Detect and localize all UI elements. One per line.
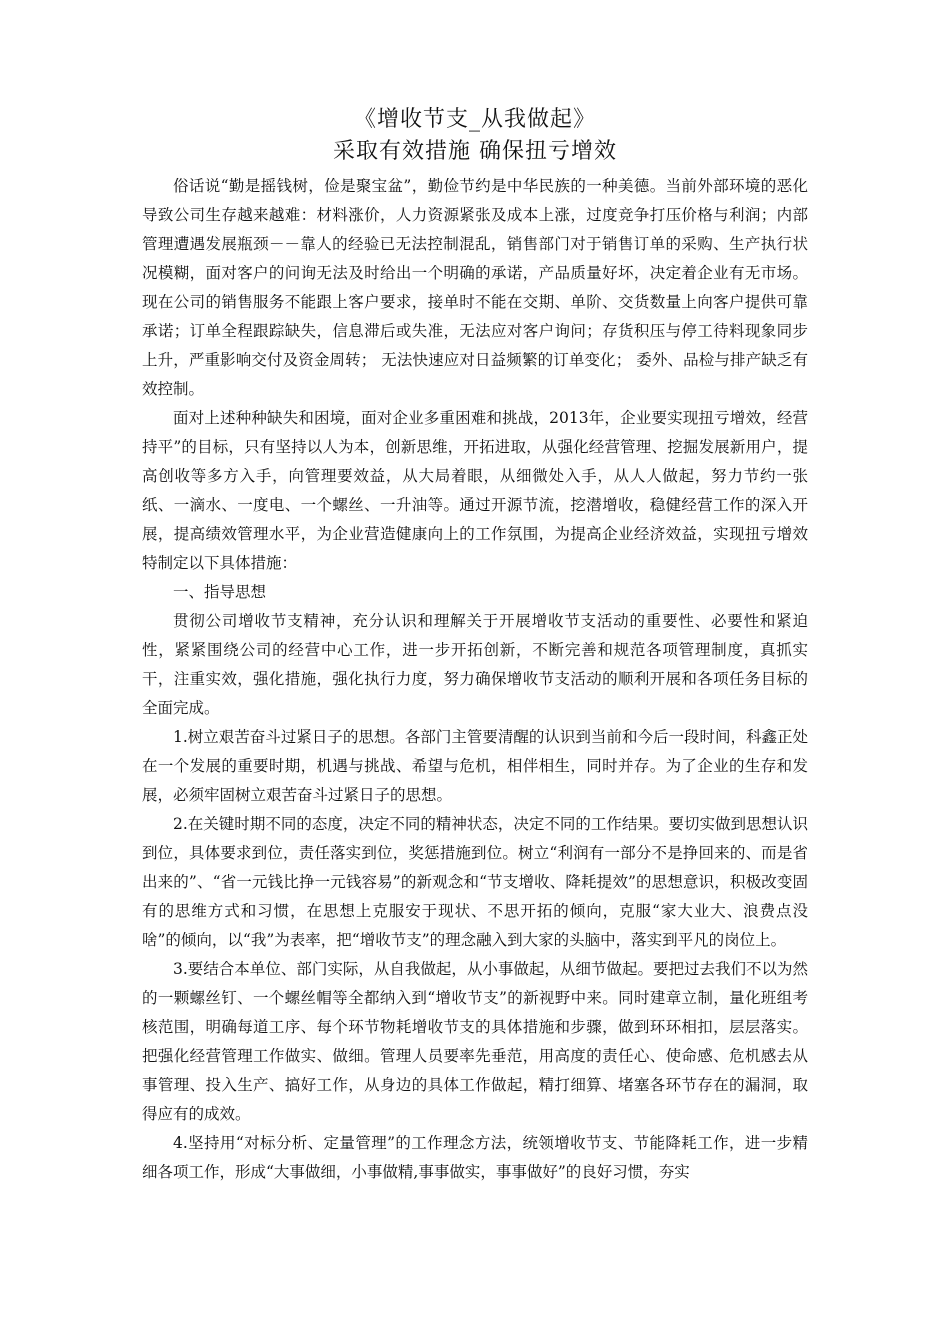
section-heading-guiding-thought: 一、指导思想: [173, 583, 267, 601]
document-title: 《增收节支_从我做起》: [353, 107, 596, 132]
document-subtitle: 采取有效措施 确保扭亏增效: [333, 139, 617, 164]
paragraph-intro: 俗话说“勤是摇钱树，俭是聚宝盆”，勤俭节约是中华民族的一种美德。当前外部环境的恶化导致公司生存越来越难：材料涨价，人力资源紧张及成本上涨，过度竞争打压价格与利润；内部管理遭遇发展瓶颈－－靠人的经验已无法控制混乱，销售部门对于销售订单的采购、生产执行状况模糊，面对客户的问询无法及时给出一个明确的承诺，产品质量好坏，决定着企业有无市场。现在公司的销售服务不能跟上客户要求，接单时不能在交期、单阶、交货数量上向客户提供可靠承诺；订单全程跟踪缺失，信息滞后或失准，无法应对客户询问；存货积压与停工待料现象同步上升，严重影响交付及资金周转； 无法快速应对日益频繁的订单变化； 委外、品检与排产缺乏有效控制。: [142, 177, 808, 398]
paragraph-guiding-thought: 贯彻公司增收节支精神，充分认识和理解关于开展增收节支活动的重要性、必要性和紧迫性，紧紧围绕公司的经营中心工作，进一步开拓创新，不断完善和规范各项管理制度，真抓实干，注重实效，强化措施，强化执行力度，努力确保增收节支活动的顺利开展和各项任务目标的全面完成。: [142, 612, 808, 717]
paragraph-item-4: 4.坚持用“对标分析、定量管理”的工作理念方法，统领增收节支、节能降耗工作，进一步精细各项工作，形成“大事做细，小事做精,事事做实，事事做好”的良好习惯，夯实: [142, 1134, 808, 1181]
paragraph-item-1: 1.树立艰苦奋斗过紧日子的思想。各部门主管要清醒的认识到当前和今后一段时间，科鑫正处在一个发展的重要时期，机遇与挑战、希望与危机，相伴相生，同时并存。为了企业的生存和发展，必须牢固树立艰苦奋斗过紧日子的思想。: [142, 728, 808, 804]
paragraph-item-3: 3.要结合本单位、部门实际，从自我做起，从小事做起，从细节做起。要把过去我们不以为然的一颗螺丝钉、一个螺丝帽等全都纳入到“增收节支”的新视野中来。同时建章立制，量化班组考核范围，明确每道工序、每个环节物耗增收节支的具体措施和步骤，做到环环相扣，层层落实。把强化经营管理工作做实、做细。管理人员要率先垂范，用高度的责任心、使命感、危机感去从事管理、投入生产、搞好工作，从身边的具体工作做起，精打细算、堵塞各环节存在的漏洞，取得应有的成效。: [142, 960, 808, 1123]
paragraph-item-2: 2.在关键时期不同的态度，决定不同的精神状态，决定不同的工作结果。要切实做到思想认识到位，具体要求到位，责任落实到位，奖惩措施到位。树立“利润有一部分不是挣回来的、而是省出来的”、“省一元钱比挣一元钱容易”的新观念和“节支增收、降耗提效”的思想意识，积极改变固有的思维方式和习惯，在思想上克服安于现状、不思开拓的倾向，克服“家大业大、浪费点没啥”的倾向，以“我”为表率，把“增收节支”的理念融入到大家的头脑中，落实到平凡的岗位上。: [142, 815, 808, 949]
paragraph-challenges: 面对上述种种缺失和困境，面对企业多重困难和挑战，2013年，企业要实现扭亏增效，经营持平”的目标，只有坚持以人为本，创新思维，开拓进取，从强化经营管理、挖掘发展新用户，提高创收等多方入手，向管理要效益，从大局着眼，从细微处入手，从人人做起，努力节约一张纸、一滴水、一度电、一个螺丝、一升油等。通过开源节流，挖潜增收，稳健经营工作的深入开展，提高绩效管理水平，为企业营造健康向上的工作氛围，为提高企业经济效益，实现扭亏增效特制定以下具体措施：: [142, 409, 808, 572]
